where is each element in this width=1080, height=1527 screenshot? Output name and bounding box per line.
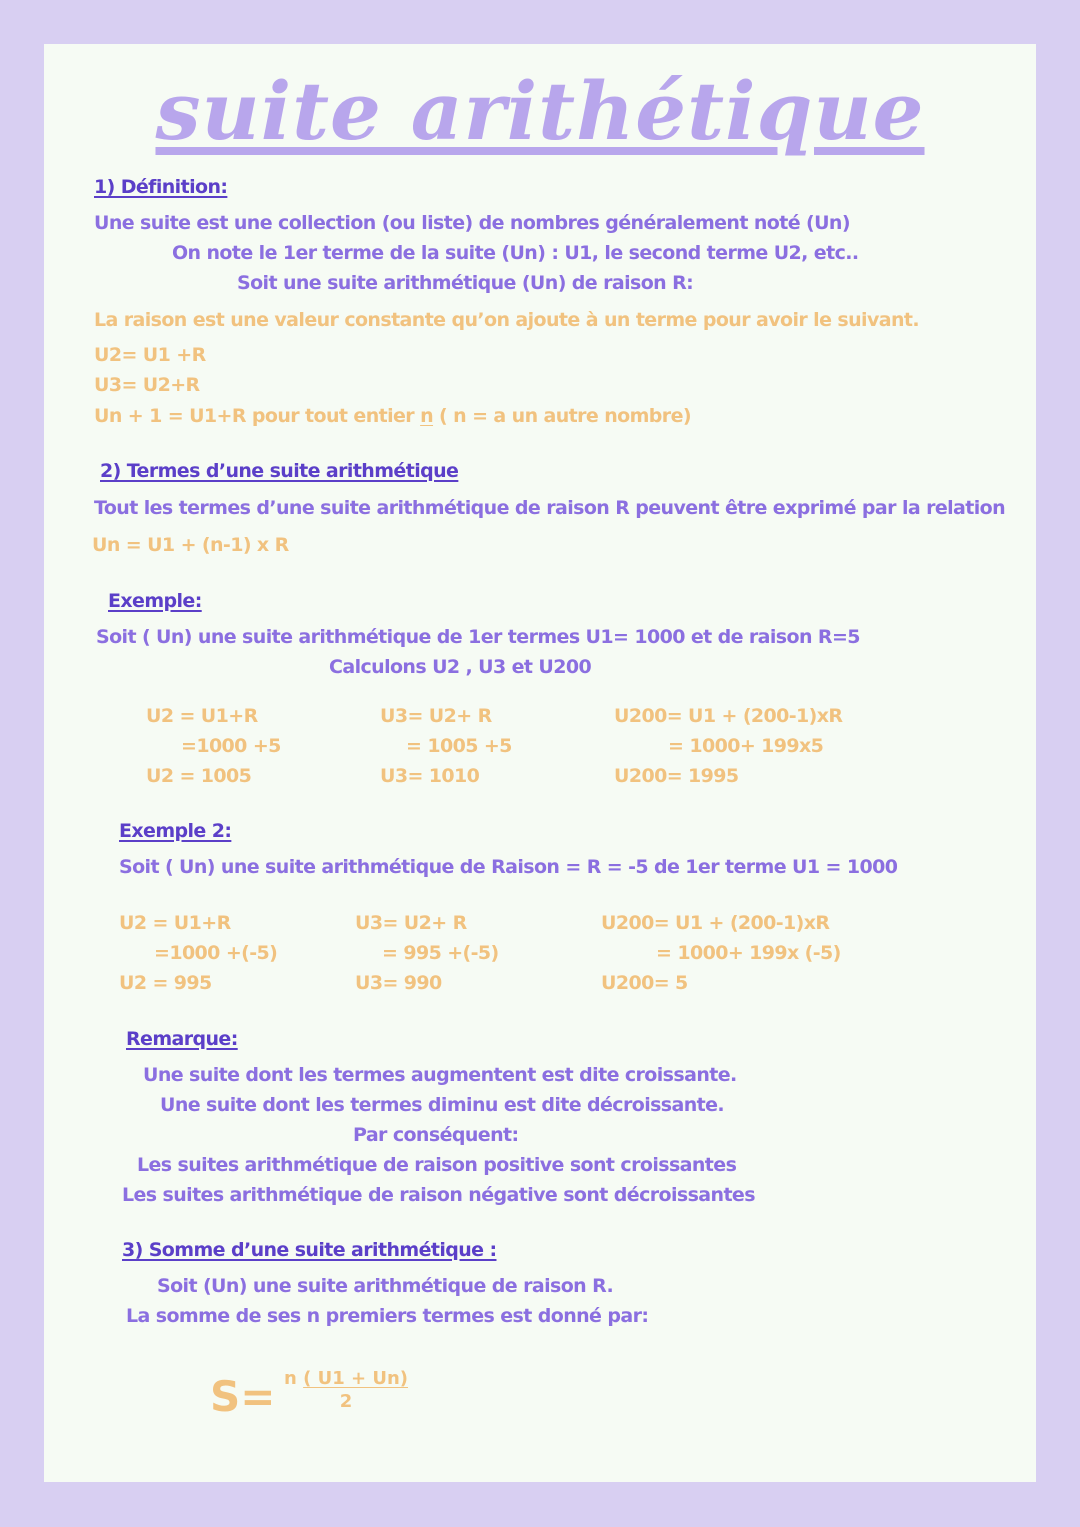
ex2-u3-line-1: U3= U2+ R [355, 912, 467, 934]
example-2-heading: Exemple 2: [119, 820, 232, 842]
remark-line-4: Les suites arithmétique de raison positive sont croissantes [137, 1154, 737, 1176]
remark-line-5: Les suites arithmétique de raison négative sont décroissantes [122, 1184, 755, 1206]
ex1-u3-line-2: = 1005 +5 [406, 735, 512, 757]
remark-line-2: Une suite dont les termes diminu est dite décroissante. [160, 1094, 725, 1116]
remark-line-1: Une suite dont les termes augmentent est dite croissante. [143, 1064, 737, 1086]
ex1-u2-line-2: =1000 +5 [181, 735, 281, 757]
ex1-u2-line-3: U2 = 1005 [146, 765, 252, 787]
ex1-u200-line-2: = 1000+ 199x5 [668, 735, 824, 757]
sum-line-1: Soit (Un) une suite arithmétique de raison R. [157, 1275, 614, 1297]
formula-un1-n: n [420, 405, 434, 427]
ex2-u2-line-2: =1000 +(-5) [154, 942, 278, 964]
definition-line-2: On note le 1er terme de la suite (Un) : U1, le second terme U2, etc.. [172, 242, 859, 264]
formula-un1-b: ( n = a un autre nombre) [433, 405, 691, 427]
definition-line-4: La raison est une valeur constante qu’on ajoute à un terme pour avoir le suivant. [94, 309, 919, 331]
example-1-heading: Exemple: [108, 590, 202, 612]
sum-line-2: La somme de ses n premiers termes est donné par: [126, 1305, 649, 1327]
section-2-heading: 2) Termes d’une suite arithmétique [100, 460, 459, 482]
ex1-u200-line-1: U200= U1 + (200-1)xR [614, 705, 843, 727]
formula-un1-a: Un + 1 = U1+R pour tout entier [94, 405, 421, 427]
remark-heading: Remarque: [126, 1028, 238, 1050]
ex2-u200-line-2: = 1000+ 199x (-5) [656, 942, 841, 964]
ex2-u2-line-3: U2 = 995 [119, 972, 212, 994]
example-2-line-1: Soit ( Un) une suite arithmétique de Raison = R = -5 de 1er terme U1 = 1000 [119, 856, 898, 878]
example-1-line-2: Calculons U2 , U3 et U200 [329, 656, 592, 678]
sum-numerator [284, 1368, 408, 1389]
formula-u2: U2= U1 +R [94, 344, 206, 366]
sum-label: S= [210, 1372, 276, 1421]
ex1-u3-line-3: U3= 1010 [380, 765, 480, 787]
sum-fraction [284, 1368, 408, 1412]
remark-line-3: Par conséquent: [353, 1124, 519, 1146]
sum-numerator-paren: ( U1 + Un) [303, 1368, 408, 1389]
formula-un1 [94, 405, 691, 427]
ex2-u3-line-2: = 995 +(-5) [382, 942, 499, 964]
general-term-formula: Un = U1 + (n-1) x R [92, 534, 289, 556]
page-sheet [44, 44, 1036, 1482]
definition-line-3: Soit une suite arithmétique (Un) de raison R: [237, 272, 694, 294]
sum-denominator: 2 [339, 1391, 353, 1412]
section-3-heading: 3) Somme d’une suite arithmétique : [122, 1239, 497, 1261]
ex1-u2-line-1: U2 = U1+R [146, 705, 258, 727]
ex2-u3-line-3: U3= 990 [355, 972, 442, 994]
page-title: suite arithétique [155, 64, 925, 158]
definition-line-1: Une suite est une collection (ou liste) de nombres généralement noté (Un) [94, 212, 850, 234]
ex2-u200-line-3: U200= 5 [601, 972, 688, 994]
sum-numerator-n: n [284, 1368, 304, 1389]
ex1-u200-line-3: U200= 1995 [614, 765, 739, 787]
example-1-line-1: Soit ( Un) une suite arithmétique de 1er termes U1= 1000 et de raison R=5 [96, 626, 860, 648]
ex1-u3-line-1: U3= U2+ R [380, 705, 492, 727]
formula-u3: U3= U2+R [94, 374, 200, 396]
terms-line-1: Tout les termes d’une suite arithmétique de raison R peuvent être exprimé par la relation [94, 497, 1006, 519]
section-1-heading: 1) Définition: [94, 176, 228, 198]
ex2-u200-line-1: U200= U1 + (200-1)xR [601, 912, 830, 934]
ex2-u2-line-1: U2 = U1+R [119, 912, 231, 934]
